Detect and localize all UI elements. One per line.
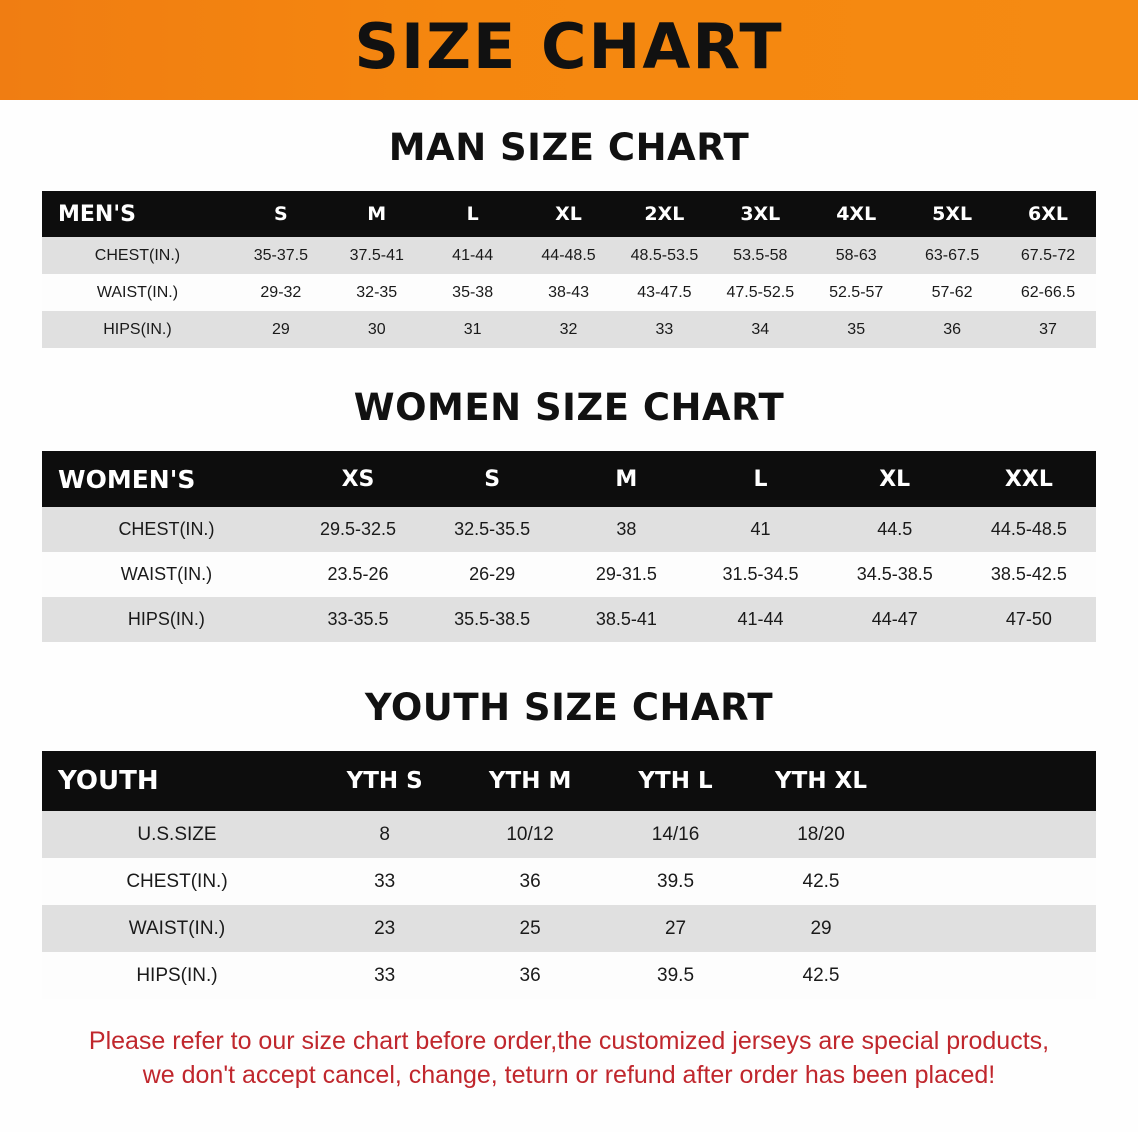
youth-header-cell-1: YTH S (312, 751, 457, 811)
youth-table-head (42, 751, 1096, 811)
youth-row-2-cell-3: 29 (748, 905, 893, 952)
man-row-1-cell-8: 62-66.5 (1000, 274, 1096, 311)
youth-header-cell-3: YTH L (603, 751, 748, 811)
youth-row-2-cell-1: 25 (457, 905, 602, 952)
women-row-0-label: CHEST(IN.) (42, 507, 291, 552)
youth-row-0-label: U.S.SIZE (42, 811, 312, 858)
man-row-1-cell-0: 29-32 (233, 274, 329, 311)
youth-row-2-cell-0: 23 (312, 905, 457, 952)
youth-row-3-cell-spacer (894, 952, 1096, 999)
man-row-1-cell-2: 35-38 (425, 274, 521, 311)
man-row-0-cell-1: 37.5-41 (329, 237, 425, 274)
youth-row-3-cell-2: 39.5 (603, 952, 748, 999)
man-row-1-cell-7: 57-62 (904, 274, 1000, 311)
women-row-2-cell-5: 47-50 (962, 597, 1096, 642)
youth-row-1-label: CHEST(IN.) (42, 858, 312, 905)
women-table-head (42, 451, 1096, 507)
table-row (42, 905, 1096, 952)
man-header-cell-6: 3XL (712, 191, 808, 237)
man-row-0-cell-4: 48.5-53.5 (616, 237, 712, 274)
women-section-heading: WOMEN SIZE CHART (353, 386, 785, 429)
youth-row-1-cell-spacer (894, 858, 1096, 905)
man-header-cell-0: MEN'S (42, 191, 233, 237)
man-section-heading: MAN SIZE CHART (388, 126, 750, 169)
women-row-1-cell-1: 26-29 (425, 552, 559, 597)
youth-row-0-cell-0: 8 (312, 811, 457, 858)
women-header-cell-5: XL (828, 451, 962, 507)
youth-row-0-cell-spacer (894, 811, 1096, 858)
table-row (42, 858, 1096, 905)
women-row-1-cell-3: 31.5-34.5 (693, 552, 827, 597)
man-row-2-cell-5: 34 (712, 311, 808, 348)
man-header-cell-1: S (233, 191, 329, 237)
youth-size-table (42, 751, 1096, 999)
youth-header-cell-0: YOUTH (42, 751, 312, 811)
table-row (42, 274, 1096, 311)
women-header-cell-1: XS (291, 451, 425, 507)
man-row-2-cell-4: 33 (616, 311, 712, 348)
man-row-0-label: CHEST(IN.) (42, 237, 233, 274)
man-header-cell-5: 2XL (616, 191, 712, 237)
youth-section-heading: YOUTH SIZE CHART (364, 686, 774, 729)
women-row-2-cell-3: 41-44 (693, 597, 827, 642)
women-row-0-cell-4: 44.5 (828, 507, 962, 552)
man-row-2-cell-1: 30 (329, 311, 425, 348)
man-header-cell-4: XL (521, 191, 617, 237)
man-header-cell-8: 5XL (904, 191, 1000, 237)
women-row-0-cell-2: 38 (559, 507, 693, 552)
women-header-cell-0: WOMEN'S (42, 451, 291, 507)
youth-row-0-cell-3: 18/20 (748, 811, 893, 858)
table-row (42, 552, 1096, 597)
table-row (42, 507, 1096, 552)
table-row (42, 597, 1096, 642)
man-row-0-cell-5: 53.5-58 (712, 237, 808, 274)
man-row-0-cell-3: 44-48.5 (521, 237, 617, 274)
man-header-cell-2: M (329, 191, 425, 237)
youth-header-cell-2: YTH M (457, 751, 602, 811)
table-header-row (42, 451, 1096, 507)
youth-row-2-cell-spacer (894, 905, 1096, 952)
youth-row-0-cell-1: 10/12 (457, 811, 602, 858)
man-header-cell-3: L (425, 191, 521, 237)
youth-row-1-cell-3: 42.5 (748, 858, 893, 905)
man-row-1-cell-4: 43-47.5 (616, 274, 712, 311)
man-row-2-cell-7: 36 (904, 311, 1000, 348)
man-row-2-label: HIPS(IN.) (42, 311, 233, 348)
youth-row-1-cell-1: 36 (457, 858, 602, 905)
footer-note-line-2: we don't accept cancel, change, teturn or refund after order has been placed! (142, 1060, 996, 1089)
footer-note (36, 1025, 1102, 1093)
man-row-2-cell-2: 31 (425, 311, 521, 348)
women-row-2-cell-0: 33-35.5 (291, 597, 425, 642)
youth-header-cell-4: YTH XL (748, 751, 893, 811)
table-row (42, 811, 1096, 858)
man-header-cell-9: 6XL (1000, 191, 1096, 237)
man-table-wrap (0, 191, 1138, 348)
table-header-row (42, 191, 1096, 237)
man-size-table (42, 191, 1096, 348)
women-header-cell-3: M (559, 451, 693, 507)
women-header-cell-6: XXL (962, 451, 1096, 507)
women-row-0-cell-0: 29.5-32.5 (291, 507, 425, 552)
table-row (42, 237, 1096, 274)
man-row-0-cell-6: 58-63 (808, 237, 904, 274)
women-row-2-cell-1: 35.5-38.5 (425, 597, 559, 642)
women-header-cell-2: S (425, 451, 559, 507)
women-row-0-cell-5: 44.5-48.5 (962, 507, 1096, 552)
footer-note-line-1: Please refer to our size chart before order,the customized jerseys are special products, (88, 1027, 1050, 1055)
youth-row-2-cell-2: 27 (603, 905, 748, 952)
man-row-0-cell-2: 41-44 (425, 237, 521, 274)
women-row-2-cell-2: 38.5-41 (559, 597, 693, 642)
man-header-cell-7: 4XL (808, 191, 904, 237)
man-row-0-cell-8: 67.5-72 (1000, 237, 1096, 274)
youth-table-wrap (0, 751, 1138, 999)
women-row-1-label: WAIST(IN.) (42, 552, 291, 597)
man-row-1-label: WAIST(IN.) (42, 274, 233, 311)
man-row-0-cell-0: 35-37.5 (233, 237, 329, 274)
youth-row-3-label: HIPS(IN.) (42, 952, 312, 999)
youth-row-2-label: WAIST(IN.) (42, 905, 312, 952)
banner (0, 0, 1138, 100)
women-table-body (42, 507, 1096, 642)
man-row-2-cell-8: 37 (1000, 311, 1096, 348)
table-row (42, 952, 1096, 999)
youth-row-1-cell-2: 39.5 (603, 858, 748, 905)
youth-row-3-cell-1: 36 (457, 952, 602, 999)
women-size-table (42, 451, 1096, 642)
women-row-2-label: HIPS(IN.) (42, 597, 291, 642)
women-table-wrap (0, 451, 1138, 642)
man-row-2-cell-6: 35 (808, 311, 904, 348)
table-header-row (42, 751, 1096, 811)
man-row-1-cell-5: 47.5-52.5 (712, 274, 808, 311)
youth-row-3-cell-3: 42.5 (748, 952, 893, 999)
women-header-cell-4: L (693, 451, 827, 507)
man-row-1-cell-1: 32-35 (329, 274, 425, 311)
women-row-1-cell-0: 23.5-26 (291, 552, 425, 597)
man-table-head (42, 191, 1096, 237)
women-row-2-cell-4: 44-47 (828, 597, 962, 642)
man-table-body (42, 237, 1096, 348)
women-row-1-cell-4: 34.5-38.5 (828, 552, 962, 597)
women-row-1-cell-5: 38.5-42.5 (962, 552, 1096, 597)
banner-title: SIZE CHART (354, 10, 784, 83)
youth-table-body (42, 811, 1096, 999)
youth-row-1-cell-0: 33 (312, 858, 457, 905)
man-row-1-cell-3: 38-43 (521, 274, 617, 311)
women-row-0-cell-3: 41 (693, 507, 827, 552)
man-row-2-cell-0: 29 (233, 311, 329, 348)
table-row (42, 311, 1096, 348)
youth-row-0-cell-2: 14/16 (603, 811, 748, 858)
women-row-1-cell-2: 29-31.5 (559, 552, 693, 597)
man-row-2-cell-3: 32 (521, 311, 617, 348)
youth-header-cell-spacer (894, 751, 1096, 811)
man-row-1-cell-6: 52.5-57 (808, 274, 904, 311)
man-row-0-cell-7: 63-67.5 (904, 237, 1000, 274)
youth-row-3-cell-0: 33 (312, 952, 457, 999)
women-row-0-cell-1: 32.5-35.5 (425, 507, 559, 552)
